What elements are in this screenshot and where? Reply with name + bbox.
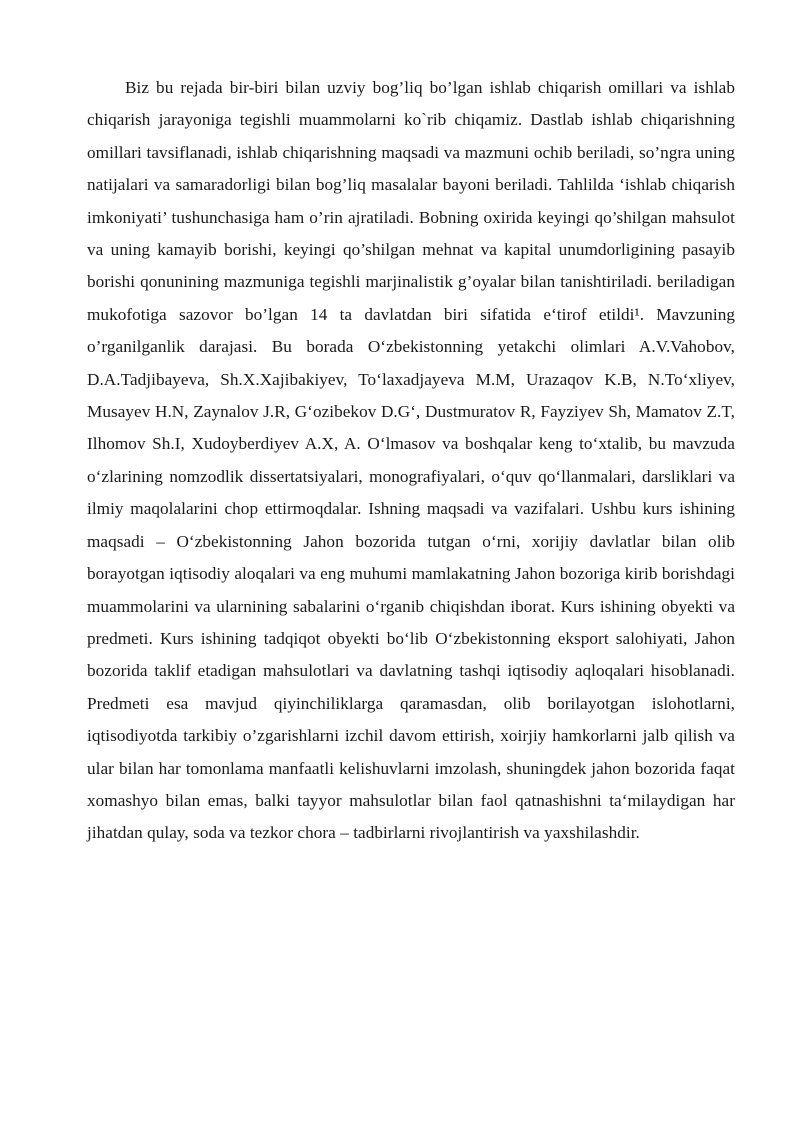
body-paragraph: Biz bu rejada bir-biri bilan uzviy bog’liq bo’lgan ishlab chiqarish omillari va ishlab chiqarish jarayoniga tegishli muammolarni ko`rib chiqamiz. Dastlab ishlab chiqarishning omillari tavsiflanadi, ishlab chiqarishning maqsadi va mazmuni ochib beriladi, so’ngra uning natijalari va samaradorligi bilan bog’liq masalalar bayoni beriladi. Tahlilda ‘ishlab chiqarish imkoniyati’ tushunchasiga ham o’rin ajratiladi. Bobning oxirida keyingi qo’shilgan mahsulot va uning kamayib borishi, keyingi qo’shilgan mehnat va kapital unumdorligining pasayib borishi qonunining mazmuniga tegishli marjinalistik g’oyalar bilan tanishtiriladi. beriladigan mukofotiga sazovor bo’lgan 14 ta davlatdan biri sifatida e‘tirof etildi¹. Mavzuning o’rganilganlik darajasi. Bu borada O‘zbekistonning yetakchi olimlari A.V.Vahobov, D.A.Tadjibayeva, Sh.X.Xajibakiyev, To‘laxadjayeva M.M, Urazaqov K.B, N.To‘xliyev, Musayev H.N, Zaynalov J.R, G‘ozibekov D.G‘, Dustmuratov R, Fayziyev Sh, Mamatov Z.T, Ilhomov Sh.I, Xudoyberdiyev A.X, A. O‘lmasov va boshqalar keng to‘xtalib, bu mavzuda o‘zlarining nomzodlik dissertatsiyalari, monografiyalari, o‘quv qo‘llanmalari, darsliklari va ilmiy maqolalarini chop ettirmoqdalar. Ishning maqsadi va vazifalari. Ushbu kurs ishining maqsadi – O‘zbekistonning Jahon bozorida tutgan o‘rni, xorijiy davlatlar bilan olib borayotgan iqtisodiy aloqalari va eng muhumi mamlakatning Jahon bozoriga kirib borishdagi muammolarini va ularnining sabalarini o‘rganib chiqishdan iborat. Kurs ishining obyekti va predmeti. Kurs ishining tadqiqot obyekti bo‘lib O‘zbekistonning eksport salohiyati, Jahon bozorida taklif etadigan mahsulotlari va davlatning tashqi iqtisodiy aqloqalari hisoblanadi. Predmeti esa mavjud qiyinchiliklarga qaramasdan, olib borilayotgan islohotlarni, iqtisodiyotda tarkibiy o’zgarishlarni izchil davom ettirish, xoirjiy hamkorlarni jalb qilish va ular bilan har tomonlama manfaatli kelishuvlarni imzolash, shuningdek jahon bozorida faqat xomashyo bilan emas, balki tayyor mahsulotlar bilan faol qatnashishni ta‘milaydigan har jihatdan qulay, soda va tezkor chora – tadbirlarni rivojlantirish va yaxshilashdir.	[87, 78, 735, 843]
